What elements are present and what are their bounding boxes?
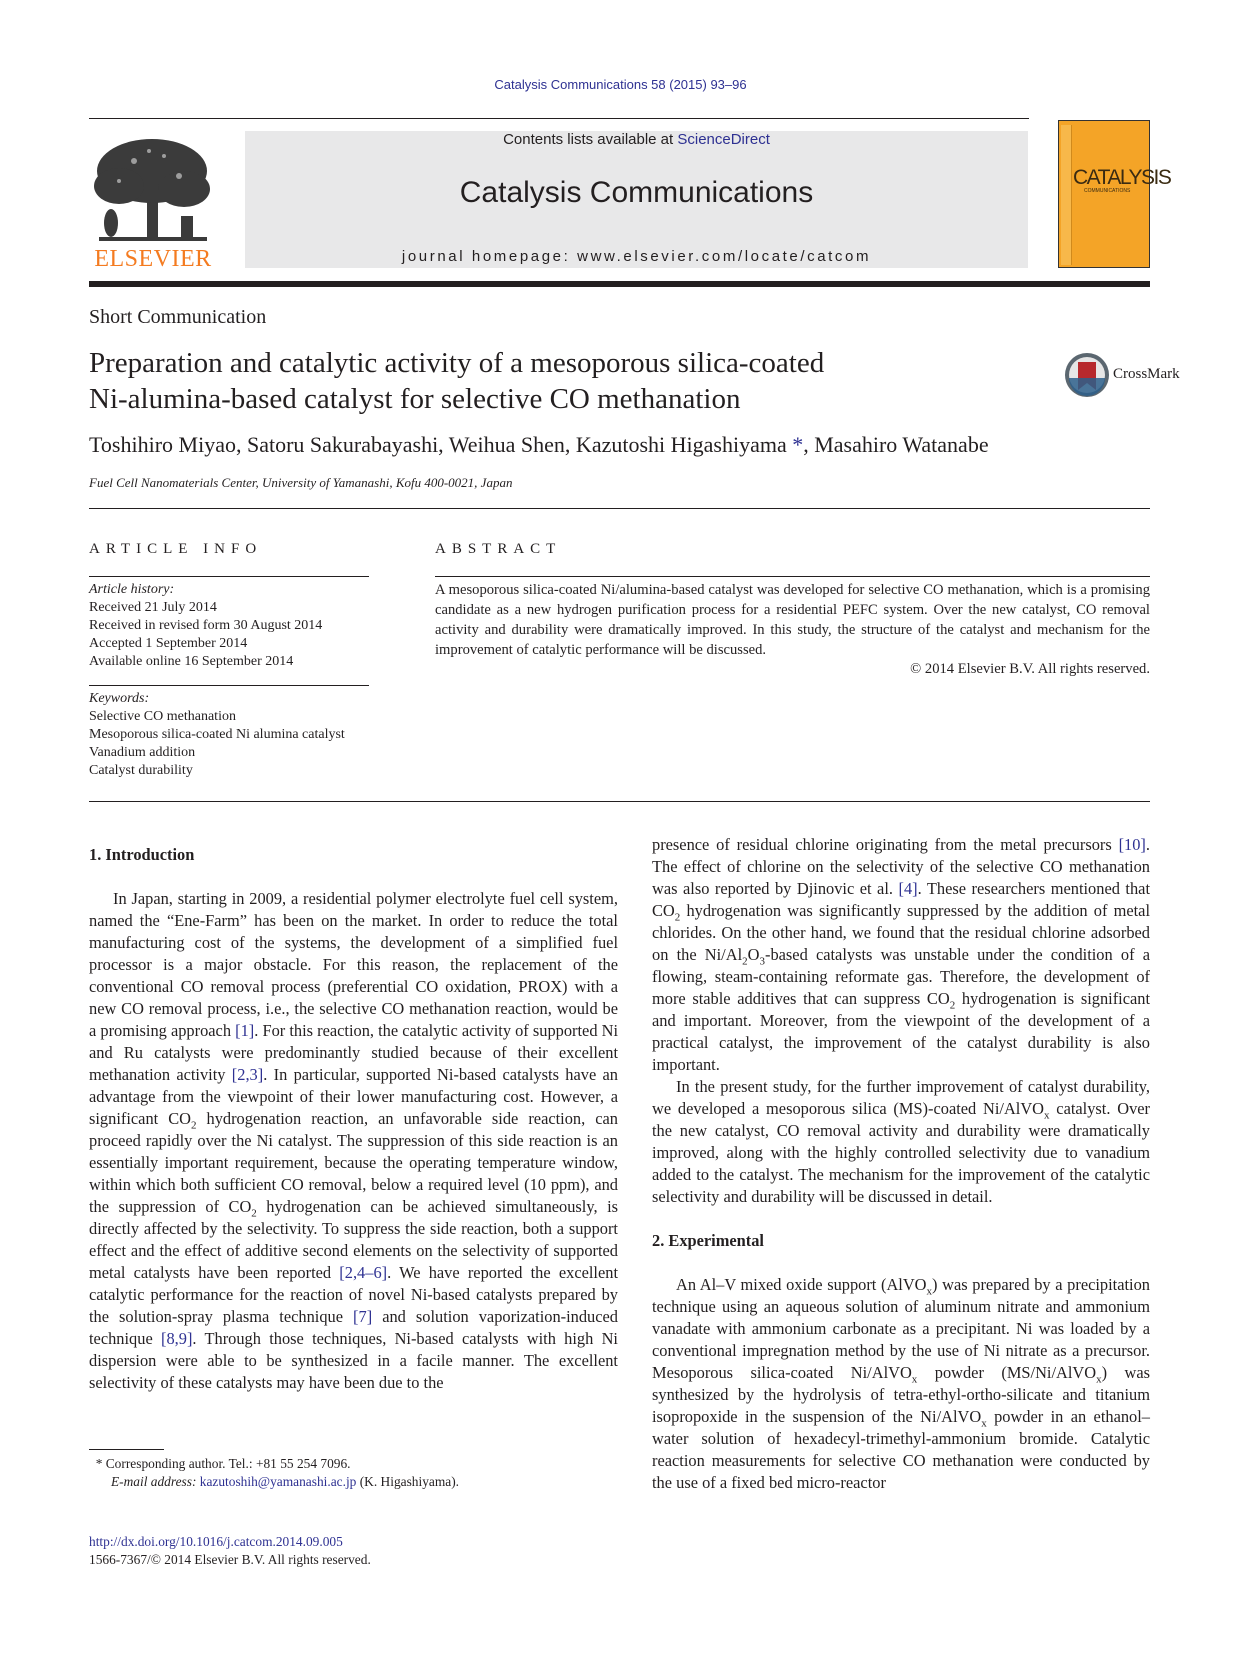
contents-line — [245, 131, 1028, 148]
affiliation: Fuel Cell Nanomaterials Center, University of Yamanashi, Kofu 400-0021, Japan — [89, 475, 513, 490]
keyword-item: Vanadium addition — [89, 745, 196, 760]
keyword-item: Mesoporous silica-coated Ni alumina catalyst — [89, 727, 345, 742]
citation-link[interactable]: [1] — [235, 1021, 255, 1040]
corresponding-author-note: Corresponding author. Tel.: +81 55 254 7096. — [102, 1456, 351, 1471]
article-title — [89, 345, 969, 417]
section-heading-introduction: 1. Introduction — [89, 845, 195, 864]
experimental-paragraph-1: An Al–V mixed oxide support (AlVO$_x$) was prepared by a precipitation technique using an aqueous solution of aluminum nitrate and ammonium vanadate with ammonium carbonate as a precipitant. Ni was loaded by a conventional impregnation method by the use of Ni nitrate as a precursor. Mesoporous silica-coated Ni/AlVO$_x$ powder (MS/Ni/AlVO$_x$) was synthesized by the hydrolysis of tetra-ethyl-ortho-silicate and titanium isopropoxide in the suspension of the Ni/AlVO$_x$ powder in an ethanol–water solution of hexadecyl-trimethyl-ammonium bromide. Catalytic reaction measurements for selective CO methanation were conducted by the use of a fixed bed micro-reactor — [652, 1275, 1151, 1492]
citation-link[interactable]: [8,9] — [161, 1329, 193, 1348]
email-owner: (K. Higashiyama). — [356, 1474, 460, 1489]
article-info-heading: ARTICLE INFO — [89, 541, 263, 557]
top-divider — [89, 118, 1029, 119]
citation-link[interactable]: [4] — [898, 879, 918, 898]
header-thick-divider — [89, 281, 1150, 287]
history-item: Received in revised form 30 August 2014 — [89, 618, 323, 633]
email-label: E-mail address: — [111, 1474, 200, 1489]
keywords — [89, 690, 345, 780]
article-history — [89, 581, 322, 671]
footnote — [89, 1455, 459, 1491]
abstract-heading: ABSTRACT — [435, 541, 562, 557]
authors-main: Toshihiro Miyao, Satoru Sakurabayashi, Weihua Shen, Kazutoshi Higashiyama — [89, 432, 793, 457]
history-item: Received 21 July 2014 — [89, 600, 217, 615]
keyword-item: Selective CO methanation — [89, 709, 236, 724]
article-title-line-1: Preparation and catalytic activity of a mesoporous silica-coated — [89, 347, 825, 379]
article-title-line-2: Ni-alumina-based catalyst for selective CO methanation — [89, 383, 741, 415]
article-info-divider — [89, 576, 369, 577]
journal-cover-strip — [1061, 125, 1072, 265]
crossmark-icon[interactable] — [1064, 352, 1110, 398]
footnote-marker: * — [95, 1456, 103, 1471]
keyword-item: Catalyst durability — [89, 763, 193, 778]
intro-paragraph-1-continued: presence of residual chlorine originating from the metal precursors [10]. The effect of chlorine on the selectivity of the selective CO methanation was also reported by Djinovic et al. [4]. These researchers mentioned that $CO_2$ hydrogenation was significantly suppressed by the addition of metal chlorides. On the other hand, we found that the residual chlorine adsorbed on the $Ni/Al_2O_3$-based catalysts was unstable under the condition of a flowing, steam-containing reformate gas. Therefore, the development of more stable additives that can suppress $CO_2$ hydrogenation is significant and important. Moreover, from the viewpoint of the development of a practical catalyst, the improvement of the catalyst durability is also important. — [652, 835, 1151, 1074]
citation-link[interactable]: [10] — [1118, 835, 1146, 854]
footnote-divider — [89, 1449, 164, 1450]
doi-link[interactable]: http://dx.doi.org/10.1016/j.catcom.2014.09.005 — [89, 1534, 343, 1549]
divider-after-affiliation — [89, 508, 1150, 509]
intro-paragraph-1: In Japan, starting in 2009, a residential polymer electrolyte fuel cell system, named the “Ene-Farm” has been on the market. In order to reduce the total manufacturing cost of the systems, the development of a simplified fuel processor is a major obstacle. For this reason, the replacement of the conventional CO removal process (preferential CO oxidation, PROX) with a new CO removal process, i.e., the selective CO methanation reaction, would be a promising approach [1]. For this reaction, the catalytic activity of supported Ni and Ru catalysts were predominantly studied because of their excellent methanation activity [2,3]. In particular, supported Ni-based catalysts have an advantage from the viewpoint of their lower manufacturing cost. However, a significant $CO_2$ hydrogenation reaction, an unfavorable side reaction, can proceed rapidly over the Ni catalyst. The suppression of this side reaction is an essentially important requirement, because the operating temperature window, within which both sufficient CO removal, below a required level (10 ppm), and the suppression of $CO_2$ hydrogenation can be achieved simultaneously, is directly affected by the selectivity. To suppress the side reaction, both a support effect and the effect of additive second elements on the selectivity of supported metal catalysts have been reported [2,4–6]. We have reported the excellent catalytic performance for the reaction of novel Ni-based catalysts prepared by the solution-spray plasma technique [7] and solution vaporization-induced technique [8,9]. Through those techniques, Ni-based catalysts with high Ni dispersion were able to be synthesized in a facile manner. The excellent selectivity of these catalysts may have been due to the — [89, 889, 619, 1392]
corresponding-author-marker[interactable]: * — [792, 432, 804, 457]
history-item: Accepted 1 September 2014 — [89, 636, 248, 651]
article-type: Short Communication — [89, 306, 267, 328]
journal-reference[interactable]: Catalysis Communications 58 (2015) 93–96 — [494, 77, 747, 92]
history-item: Available online 16 September 2014 — [89, 654, 294, 669]
journal-homepage[interactable]: journal homepage: www.elsevier.com/locate/catcom — [401, 248, 872, 265]
authors-last: , Masahiro Watanabe — [803, 432, 989, 457]
journal-title: Catalysis Communications — [459, 176, 814, 209]
sciencedirect-link[interactable]: ScienceDirect — [677, 131, 770, 148]
section-heading-experimental: 2. Experimental — [652, 1231, 764, 1250]
history-label: Article history: — [89, 582, 175, 597]
doi-block — [89, 1533, 371, 1569]
elsevier-wordmark: ELSEVIER — [94, 246, 212, 272]
author-list — [89, 432, 1169, 458]
keywords-divider — [89, 685, 369, 686]
abstract-text: A mesoporous silica-coated Ni/alumina-based catalyst was developed for selective CO methanation, which is a promising candidate as a new hydrogen purification process for a residential PEFC system. Over the new catalyst, CO removal activity and durability were dramatically improved. In this study, the structure of the catalyst and mechanism for the improvement of catalytic performance will be discussed. — [435, 582, 1150, 658]
crossmark-label[interactable]: CrossMark — [1113, 366, 1180, 382]
body-column-left — [89, 844, 618, 1394]
journal-cover-title: CATALYSIS — [1073, 166, 1171, 189]
body-column-right — [652, 834, 1150, 1494]
contents-prefix: Contents lists available at — [503, 131, 678, 148]
intro-paragraph-2: In the present study, for the further improvement of catalyst durability, we developed a mesoporous silica (MS)-coated Ni/AlVO$_x$ catalyst. Over the new catalyst, CO removal activity and durability were dramatically improved, along with the highly controlled selectivity due to vanadium added to the catalyst. The mechanism for the improvement of the catalytic selectivity and durability will be discussed in detail. — [652, 1077, 1150, 1206]
email-link[interactable]: kazutoshih@yamanashi.ac.jp — [199, 1474, 357, 1489]
citation-link[interactable]: [2,4–6] — [339, 1263, 388, 1282]
abstract-copyright: © 2014 Elsevier B.V. All rights reserved. — [910, 661, 1150, 677]
abstract-divider — [435, 576, 1150, 577]
citation-link[interactable]: [2,3] — [231, 1065, 264, 1084]
citation-link[interactable]: [7] — [353, 1307, 373, 1326]
keywords-label: Keywords: — [89, 691, 150, 706]
issn-copyright: 1566-7367/© 2014 Elsevier B.V. All rights reserved. — [89, 1552, 371, 1567]
journal-cover-subtitle: COMMUNICATIONS — [1084, 188, 1131, 194]
front-matter-divider — [89, 801, 1150, 802]
